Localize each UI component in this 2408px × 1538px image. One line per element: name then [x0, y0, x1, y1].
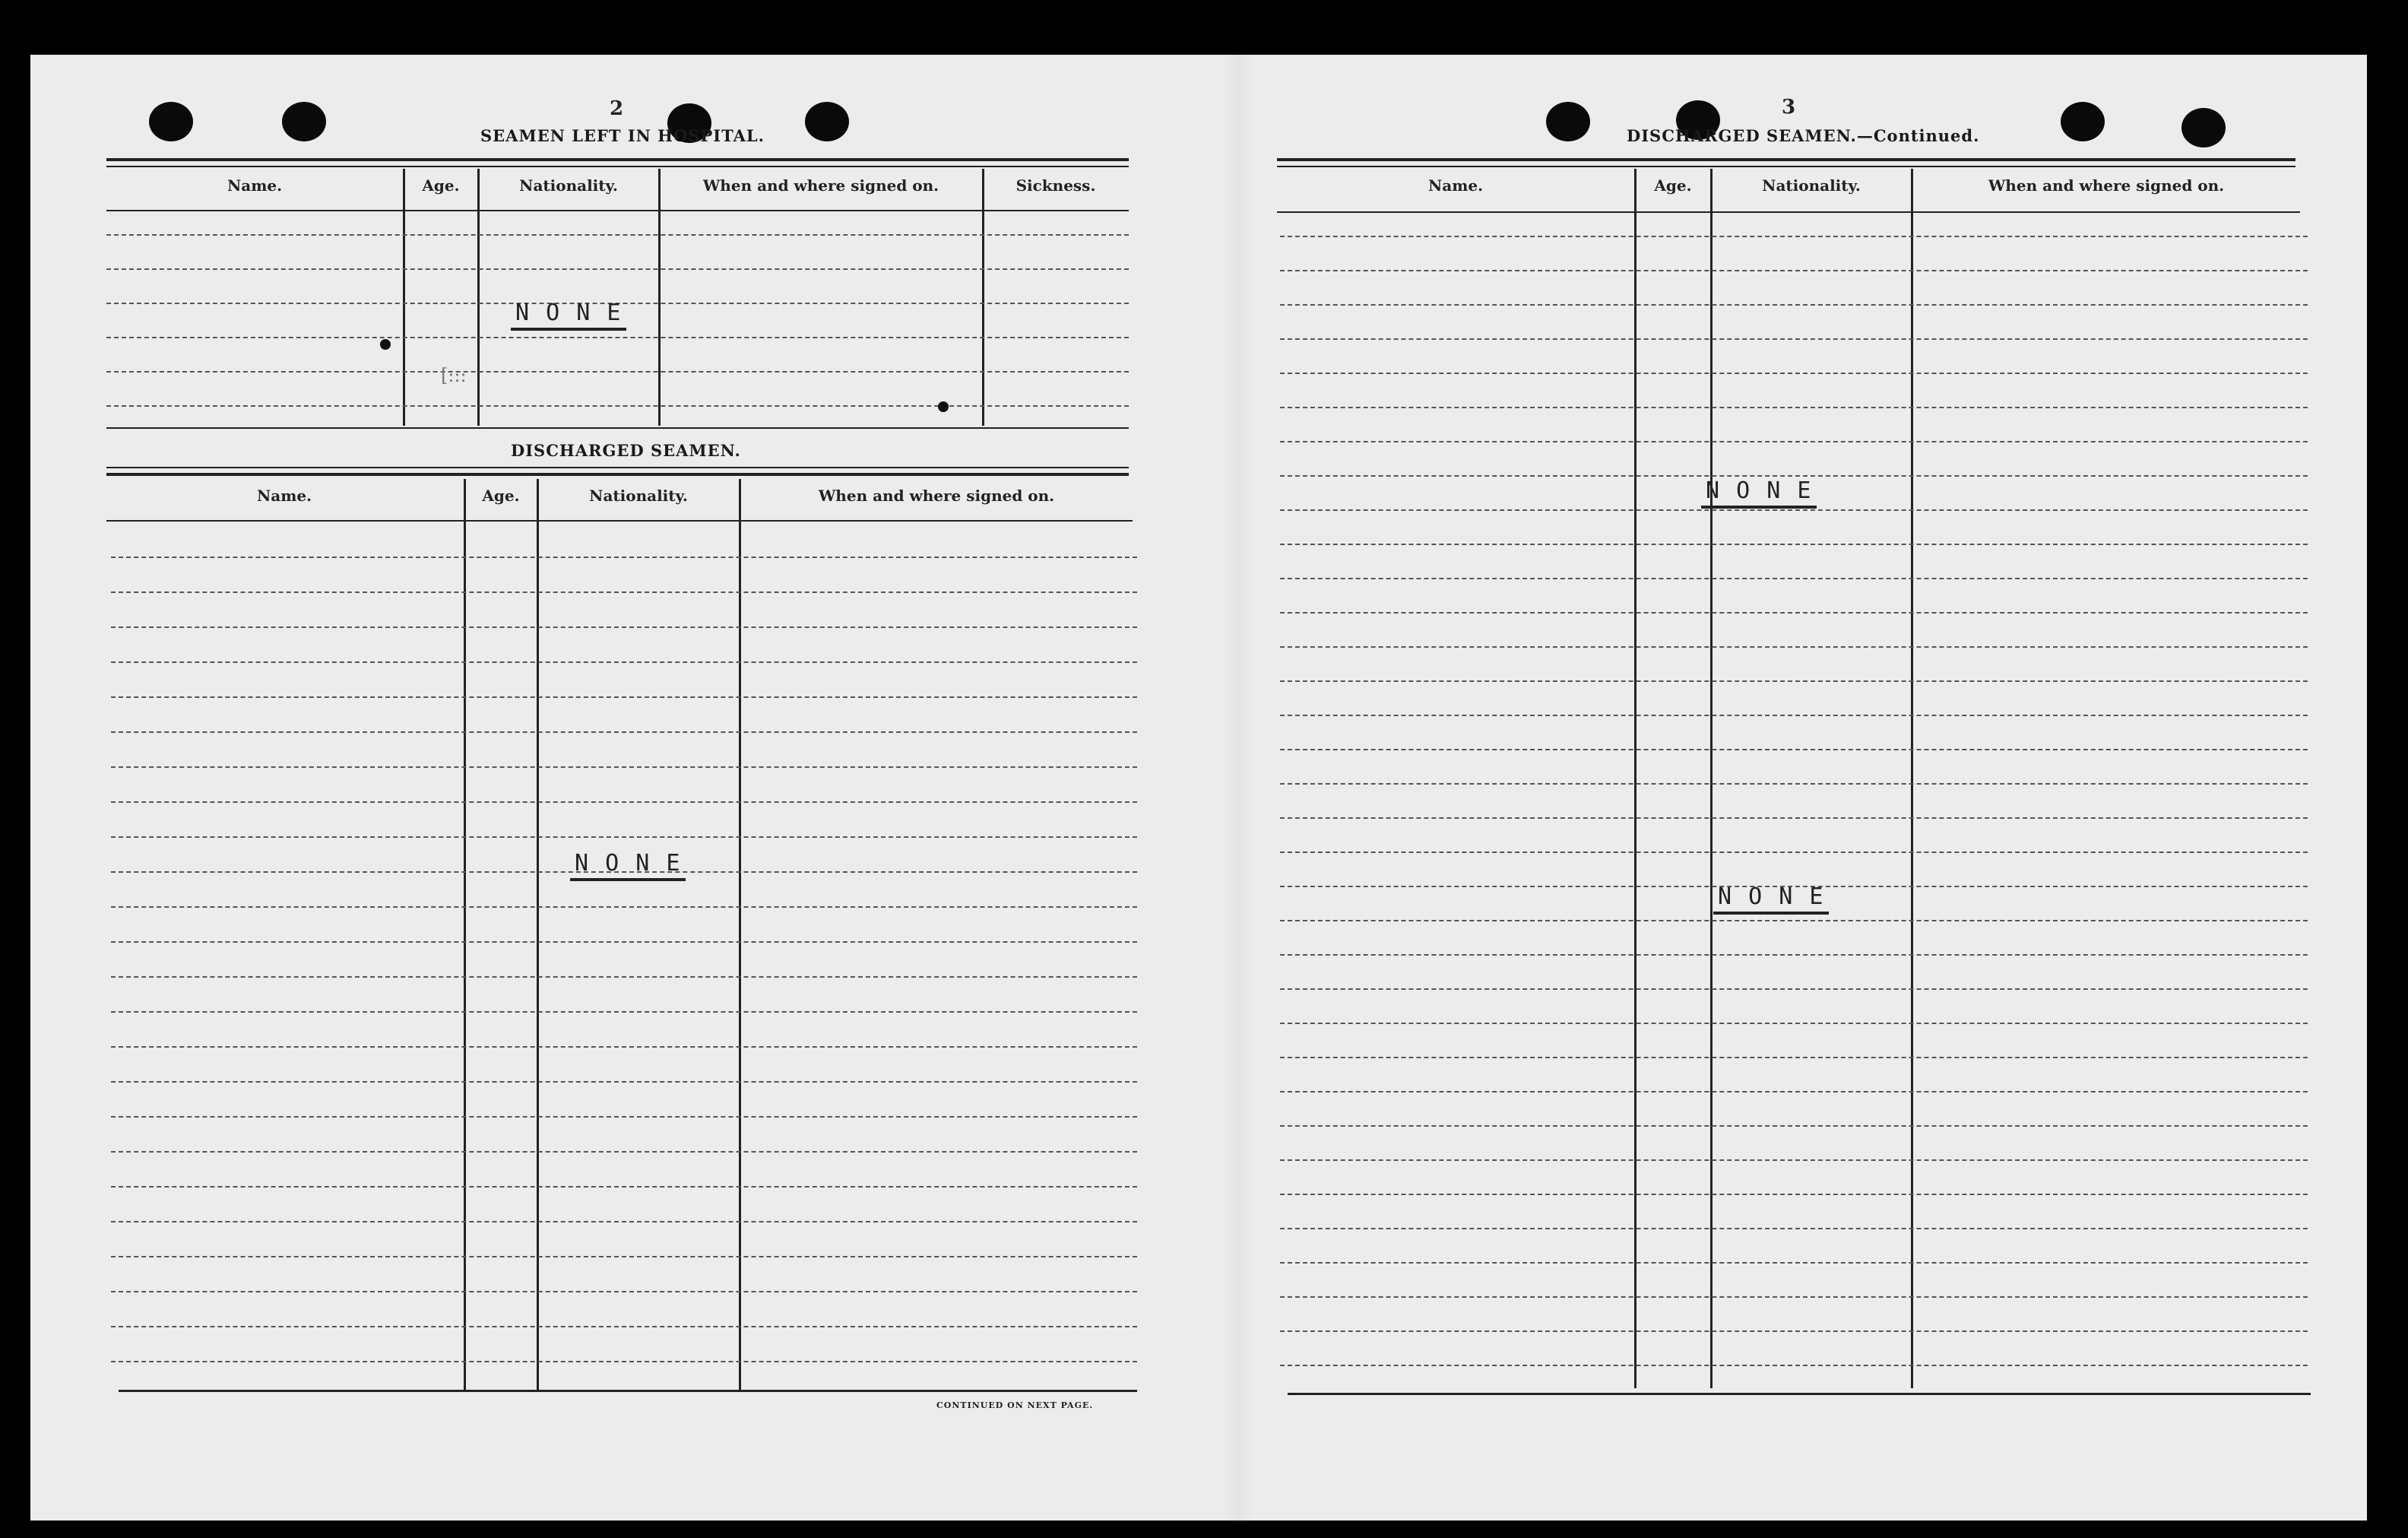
bottom-rule: [119, 1390, 1137, 1392]
rule: [1277, 158, 2296, 161]
column-header-name: Name.: [227, 176, 283, 195]
column-header-name: Name.: [256, 487, 312, 505]
table-row: [111, 1256, 1137, 1257]
column-header-nationality: Nationality.: [1762, 176, 1861, 195]
table-row: [1280, 851, 2308, 853]
table-row: [111, 1151, 1137, 1153]
table-row: [1280, 578, 2308, 579]
table-row: [111, 591, 1137, 593]
table-row: [111, 976, 1137, 978]
table-row: [1280, 1159, 2308, 1161]
table-row: [1280, 509, 2308, 511]
ink-dot: [380, 339, 391, 350]
section-title-discharged-continued: DISCHARGED SEAMEN.—Continued.: [1627, 126, 1980, 145]
table-row: [1280, 646, 2308, 648]
none-entry-discharged: N O N E: [570, 850, 686, 881]
table-row: [106, 234, 1129, 236]
column-header-signed-on: When and where signed on.: [818, 487, 1055, 505]
table-row: [106, 268, 1129, 270]
punch-hole: [2061, 102, 2105, 141]
page-fold: [1224, 55, 1254, 1521]
table-row: [111, 1221, 1137, 1222]
discharged-rows-left: [111, 522, 1137, 1388]
column-header-nationality: Nationality.: [519, 176, 618, 195]
table-row: [1280, 1365, 2308, 1366]
discharged-rows-right: [1280, 213, 2308, 1388]
stamp-mark: [:::: [441, 365, 467, 386]
table-row: [111, 906, 1137, 908]
punch-hole: [805, 102, 849, 141]
table-row: [1280, 680, 2308, 682]
table-row: [1280, 920, 2308, 921]
table-row: [1280, 1057, 2308, 1058]
table-row: [111, 1361, 1137, 1362]
section-title-hospital: SEAMEN LEFT IN HOSPITAL.: [480, 126, 765, 145]
table-row: [111, 626, 1137, 628]
table-row: [111, 1116, 1137, 1118]
table-row: [111, 557, 1137, 558]
table-row: [106, 405, 1129, 407]
table-row: [111, 766, 1137, 768]
table-row: [1280, 612, 2308, 614]
rule: [106, 473, 1129, 476]
none-entry-hospital: N O N E: [511, 300, 626, 331]
table-row: [1280, 544, 2308, 545]
rule: [106, 467, 1129, 468]
punch-hole: [282, 102, 326, 141]
table-row: [111, 696, 1137, 698]
table-row: [1280, 270, 2308, 271]
table-row: [1280, 1194, 2308, 1195]
table-row: [1280, 954, 2308, 956]
table-row: [111, 661, 1137, 663]
table-row: [1280, 1262, 2308, 1264]
rule: [106, 166, 1129, 167]
none-entry-right-2: N O N E: [1713, 883, 1829, 915]
table-row: [1280, 475, 2308, 477]
rule: [106, 427, 1129, 429]
column-header-age: Age.: [422, 176, 460, 195]
table-row: [111, 1291, 1137, 1292]
table-row: [1280, 236, 2308, 237]
table-row: [1280, 783, 2308, 785]
punch-hole: [1546, 102, 1590, 141]
column-header-sickness: Sickness.: [1015, 176, 1096, 195]
table-row: [1280, 1296, 2308, 1298]
column-header-signed-on: When and where signed on.: [1988, 176, 2225, 195]
table-row: [111, 941, 1137, 943]
column-header-nationality: Nationality.: [589, 487, 688, 505]
page-number-right: 3: [1782, 96, 1796, 119]
table-row: [111, 1186, 1137, 1188]
table-row: [111, 731, 1137, 733]
table-row: [111, 836, 1137, 838]
table-row: [1280, 304, 2308, 306]
table-row: [111, 801, 1137, 803]
section-title-discharged: DISCHARGED SEAMEN.: [511, 441, 741, 460]
table-row: [1280, 715, 2308, 716]
rule: [106, 158, 1129, 161]
table-row: [111, 1081, 1137, 1083]
table-row: [1280, 1023, 2308, 1024]
table-row: [1280, 1125, 2308, 1127]
punch-hole: [2181, 108, 2226, 147]
table-row: [1280, 373, 2308, 374]
table-row: [111, 1046, 1137, 1048]
page-number-left: 2: [610, 97, 624, 120]
ink-dot: [938, 401, 949, 412]
punch-hole: [149, 102, 193, 141]
table-row: [1280, 988, 2308, 990]
bottom-rule: [1288, 1393, 2311, 1395]
rule: [1277, 166, 2296, 167]
column-header-age: Age.: [1654, 176, 1692, 195]
table-row: [106, 371, 1129, 373]
table-row: [1280, 1330, 2308, 1332]
column-header-name: Name.: [1427, 176, 1484, 195]
column-header-age: Age.: [482, 487, 520, 505]
table-row: [1280, 1228, 2308, 1229]
table-row: [1280, 338, 2308, 340]
table-row: [106, 337, 1129, 338]
continued-footer: CONTINUED ON NEXT PAGE.: [936, 1400, 1094, 1410]
table-row: [1280, 749, 2308, 750]
none-entry-right-1: N O N E: [1701, 477, 1817, 509]
table-row: [1280, 407, 2308, 408]
column-header-signed-on: When and where signed on.: [702, 176, 939, 195]
table-row: [1280, 1091, 2308, 1092]
table-row: [1280, 441, 2308, 442]
table-row: [1280, 817, 2308, 819]
table-row: [111, 1326, 1137, 1327]
table-row: [111, 1011, 1137, 1013]
